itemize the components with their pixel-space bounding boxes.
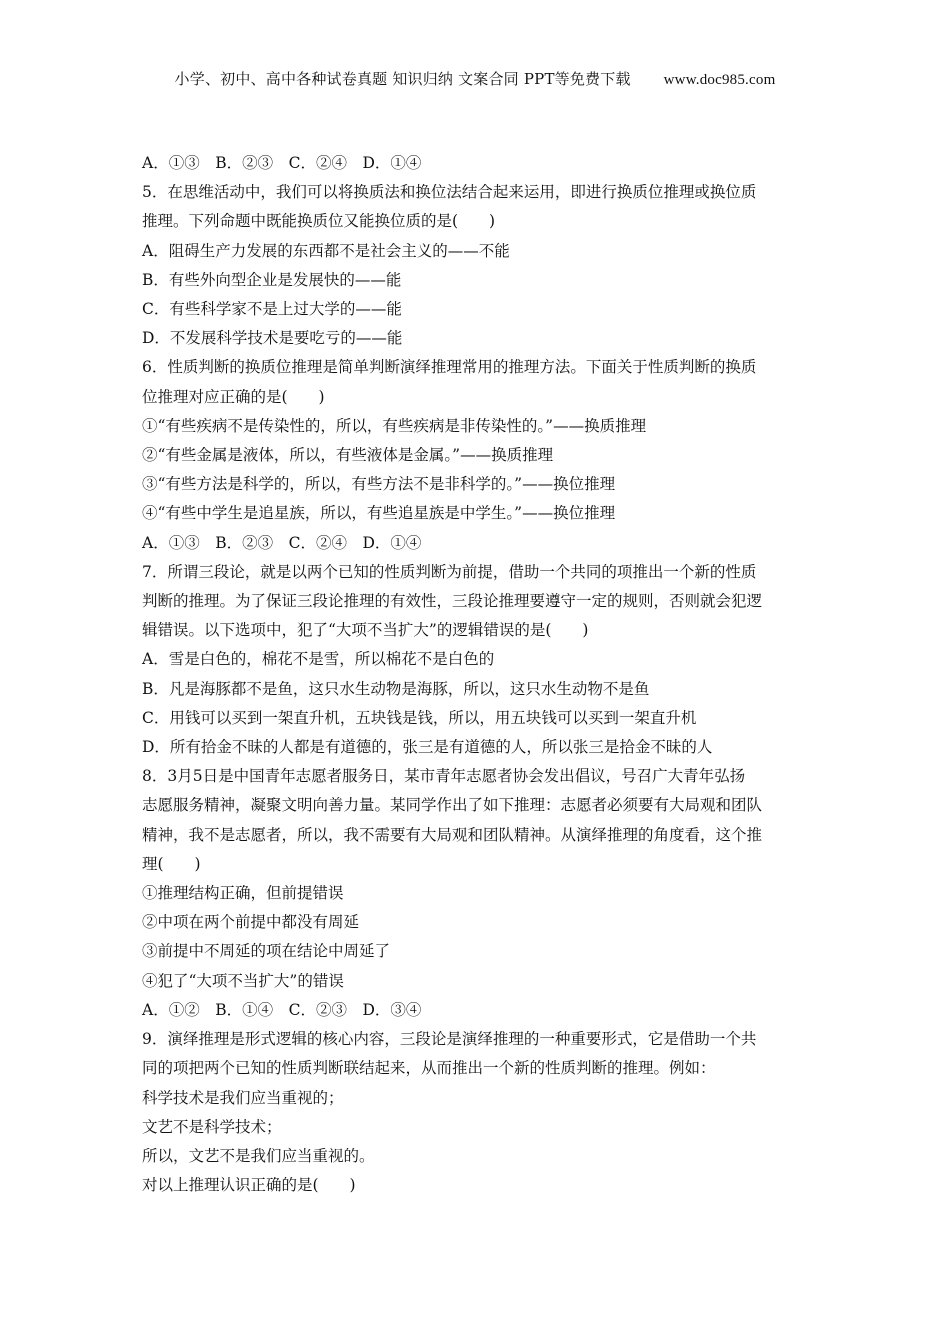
- document-body: [142, 149, 812, 1200]
- question-8-item-3: ③前提中不周延的项在结论中周延了: [142, 942, 391, 961]
- header-text: 小学、初中、高中各种试卷真题 知识归纳 文案合同 PPT等免费下载: [174, 70, 631, 88]
- question-6-options: A．①③ B．②③ C．②④ D．①④: [142, 533, 422, 552]
- header-site: www.doc985.com: [663, 72, 776, 88]
- question-9-prompt: 对以上推理认识正确的是( ): [142, 1176, 356, 1195]
- question-6-item-4: ④“有些中学生是追星族，所以，有些追星族是中学生。”——换位推理: [142, 504, 616, 523]
- page-header: [0, 68, 950, 89]
- question-9-example-2: 文艺不是科学技术；: [142, 1117, 282, 1136]
- question-7-stem-line-2: 判断的推理。为了保证三段论推理的有效性，三段论推理要遵守一定的规则，否则就会犯逻: [142, 592, 763, 611]
- question-9-example-3: 所以，文艺不是我们应当重视的。: [142, 1146, 375, 1165]
- question-6-stem-line-2: 位推理对应正确的是( ): [142, 387, 325, 406]
- question-5-option-c: C．有些科学家不是上过大学的——能: [142, 300, 402, 319]
- question-8-item-1: ①推理结构正确，但前提错误: [142, 884, 344, 903]
- question-7-option-a: A．雪是白色的，棉花不是雪，所以棉花不是白色的: [142, 650, 495, 669]
- question-9-example-1: 科学技术是我们应当重视的；: [142, 1088, 344, 1107]
- question-8-item-4: ④犯了“大项不当扩大”的错误: [142, 971, 344, 990]
- question-6-item-1: ①“有些疾病不是传染性的，所以，有些疾病是非传染性的。”——换质推理: [142, 416, 647, 435]
- question-7-option-d: D．所有拾金不昧的人都是有道德的，张三是有道德的人，所以张三是拾金不昧的人: [142, 738, 713, 757]
- question-8-stem-line-1: 8．3月5日是中国青年志愿者服务日，某市青年志愿者协会发出倡议，号召广大青年弘扬: [142, 767, 746, 786]
- question-5-option-b: B．有些外向型企业是发展快的——能: [142, 270, 402, 289]
- question-7-option-c: C．用钱可以买到一架直升机，五块钱是钱，所以，用五块钱可以买到一架直升机: [142, 708, 697, 727]
- question-5-option-d: D．不发展科学技术是要吃亏的——能: [142, 329, 403, 348]
- question-6-stem-line-1: 6．性质判断的换质位推理是简单判断演绎推理常用的推理方法。下面关于性质判断的换质: [142, 358, 757, 377]
- question-5-stem-line-2: 推理。下列命题中既能换质位又能换位质的是( ): [142, 212, 496, 231]
- question-8-stem-line-3: 精神，我不是志愿者，所以，我不需要有大局观和团队精神。从演绎推理的角度看，这个推: [142, 825, 763, 844]
- question-6-item-3: ③“有些方法是科学的，所以，有些方法不是非科学的。”——换位推理: [142, 475, 616, 494]
- question-9-stem-line-1: 9．演绎推理是形式逻辑的核心内容，三段论是演绎推理的一种重要形式，它是借助一个共: [142, 1030, 757, 1049]
- options-q4: A．①③ B．②③ C．②④ D．①④: [142, 154, 422, 172]
- question-7-stem-line-3: 辑错误。以下选项中，犯了“大项不当扩大”的逻辑错误的是( ): [142, 621, 589, 640]
- question-7-stem-line-1: 7．所谓三段论，就是以两个已知的性质判断为前提，借助一个共同的项推出一个新的性质: [142, 562, 757, 581]
- question-8-options: A．①② B．①④ C．②③ D．③④: [142, 1000, 422, 1019]
- question-5-stem-line-1: 5．在思维活动中，我们可以将换质法和换位法结合起来运用，即进行换质位推理或换位质: [142, 183, 757, 202]
- question-8-stem-line-2: 志愿服务精神，凝聚文明向善力量。某同学作出了如下推理：志愿者必须要有大局观和团队: [142, 796, 763, 815]
- question-9-stem-line-2: 同的项把两个已知的性质判断联结起来，从而推出一个新的性质判断的推理。例如：: [142, 1059, 716, 1078]
- question-5-option-a: A．阻碍生产力发展的东西都不是社会主义的——不能: [142, 241, 510, 260]
- question-7-option-b: B．凡是海豚都不是鱼，这只水生动物是海豚，所以，这只水生动物不是鱼: [142, 679, 650, 698]
- question-8-item-2: ②中项在两个前提中都没有周延: [142, 913, 360, 932]
- question-8-stem-line-4: 理( ): [142, 854, 201, 873]
- question-6-item-2: ②“有些金属是液体，所以，有些液体是金属。”——换质推理: [142, 446, 554, 465]
